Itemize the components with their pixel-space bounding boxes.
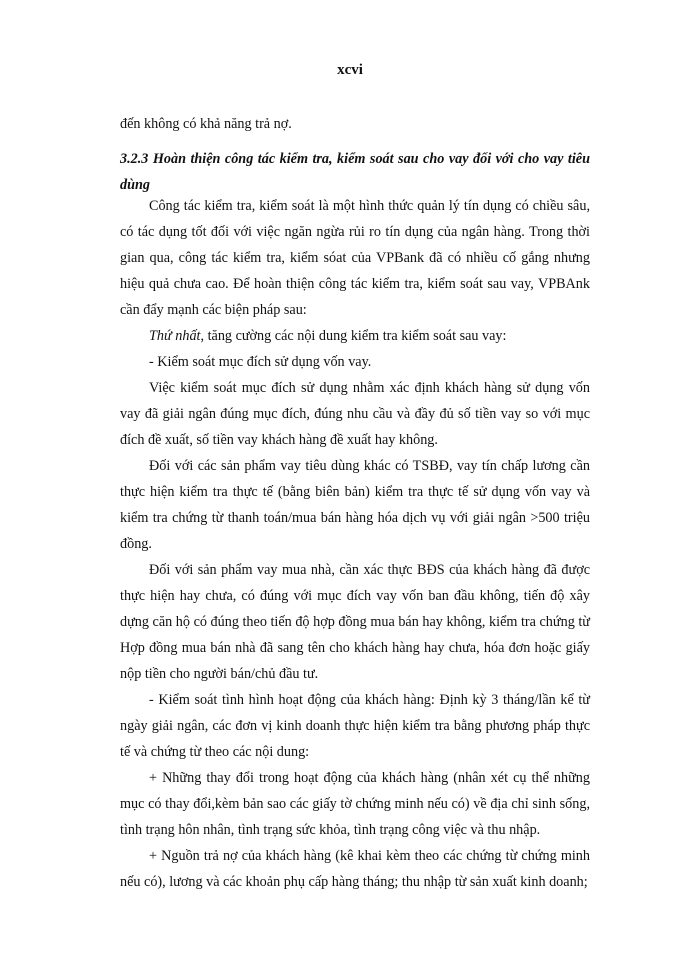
paragraph-control-purpose: - Kiểm soát mục đích sử dụng vốn vay. [149,354,372,370]
section-heading-block [120,146,590,198]
section-heading: 3.2.3 Hoàn thiện công tác kiểm tra, kiểm soát sau cho vay đối với cho vay tiêu dùng [120,151,590,193]
paragraph-changes: + Những thay đổi trong hoạt động của khách hàng (nhân xét cụ thể những mục có thay đổi,kèm bản sao các giấy tờ chứng minh nếu có) về địa chỉ sinh sống, tình trạng hôn nhân, tình trạng sức khỏa, tình trạng công việc và thu nhập. [120,770,590,838]
paragraph-intro: Công tác kiểm tra, kiểm soát là một hình thức quản lý tín dụng có chiều sâu, có tác dụng tốt đối với việc ngăn ngừa rủi ro tín dụng của ngân hàng. Trong thời gian qua, công tác kiểm tra, kiểm sóat của VPBank đã có nhiều cố gắng nhưng hiệu quả chưa cao. Để hoàn thiện công tác kiểm tra, kiểm soát sau vay, VPBAnk cần đẩy mạnh các biện pháp sau: [120,198,590,318]
body-text [120,111,590,137]
page-number: xcvi [337,62,363,78]
paragraph-continuation: đến không có khả năng trả nợ. [120,116,292,132]
paragraph-purpose-detail: Việc kiểm soát mục đích sử dụng nhằm xác định khách hàng sử dụng vốn vay đã giải ngân đúng mục đích, đúng nhu cầu và đầy đủ số tiền vay so với mục đích đề xuất, số tiền vay khách hàng đề xuất hay không. [120,380,590,448]
paragraph-control-activity: - Kiểm soát tình hình hoạt động của khách hàng: Định kỳ 3 tháng/lần kể từ ngày giải ngân, các đơn vị kinh doanh thực hiện kiểm tra bằng phương pháp thực tế và chứng từ theo các nội dung: [120,692,590,760]
paragraph-repayment-source: + Nguồn trả nợ của khách hàng (kê khai kèm theo các chứng từ chứng minh nếu có), lương và các khoản phụ cấp hàng tháng; thu nhập từ sản xuất kinh doanh; [120,848,590,890]
paragraph-consumer-loans: Đối với các sản phẩm vay tiêu dùng khác có TSBĐ, vay tín chấp lương cần thực hiện kiểm tra thực tế (bằng biên bản) kiểm tra thực tế sử dụng vốn vay và kiểm tra chứng từ thanh toán/mua bán hàng hóa dịch vụ với giải ngân >500 triệu đồng. [120,458,590,552]
paragraph-first-point [120,323,590,349]
first-point-label: Thứ nhất [149,328,201,344]
paragraph-home-loans: Đối với sản phẩm vay mua nhà, cần xác thực BĐS của khách hàng đã được thực hiện hay chưa, có đúng với mục đích vay vốn ban đầu không, tiến độ xây dựng căn hộ có đúng theo tiến độ hợp đồng mua bán hay không, kiểm tra chứng từ Hợp đồng mua bán nhà đã sang tên cho khách hàng hay chưa, hóa đơn hoặc giấy nộp tiền cho người bán/chủ đầu tư. [120,562,590,682]
first-point-text: , tăng cường các nội dung kiểm tra kiểm soát sau vay: [200,328,507,344]
body-text-main [120,193,590,895]
